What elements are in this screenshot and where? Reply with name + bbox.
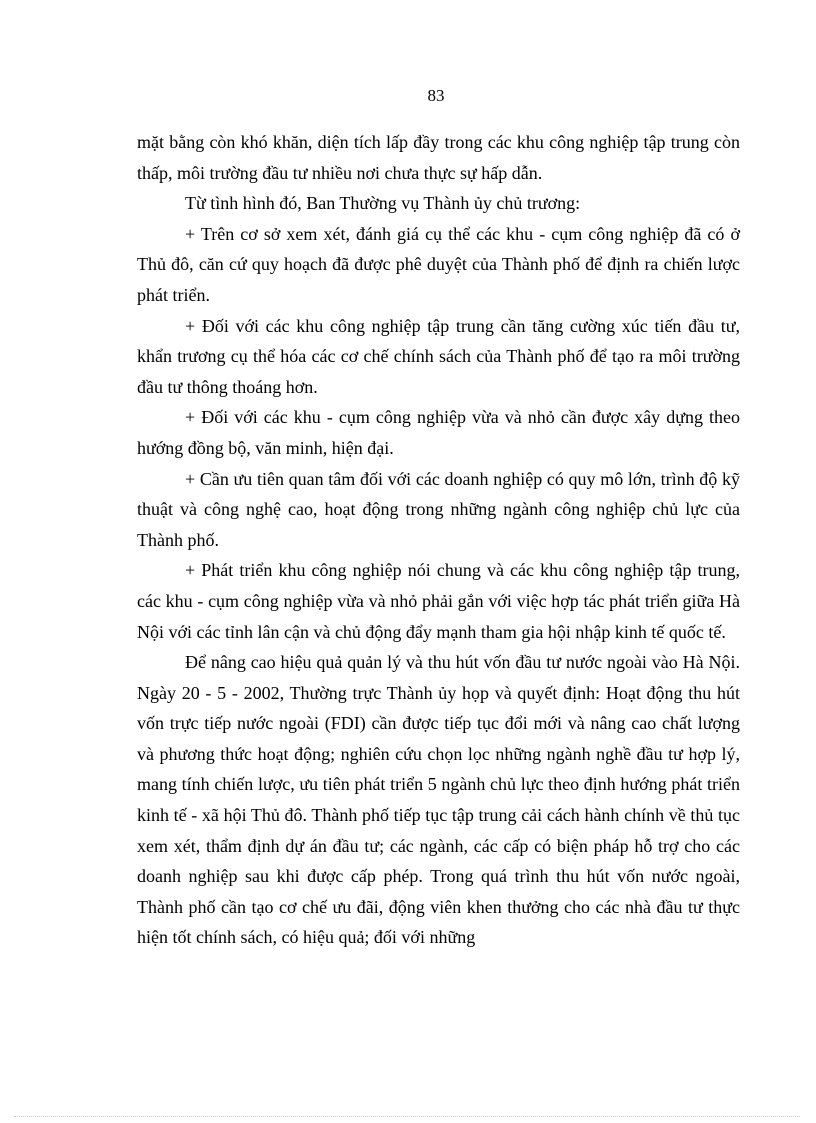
- paragraph-item-2: + Đối với các khu công nghiệp tập trung cần tăng cường xúc tiến đầu tư, khẩn trương cụ thể hóa các cơ chế chính sách của Thành phố để tạo ra môi trường đầu tư thông thoáng hơn.: [137, 315, 740, 397]
- paragraph-item-4: + Cần ưu tiên quan tâm đối với các doanh nghiệp có quy mô lớn, trình độ kỹ thuật và công nghệ cao, hoạt động trong những ngành công nghiệp chủ lực của Thành phố.: [137, 468, 740, 550]
- page-bottom-border: [14, 1116, 800, 1117]
- paragraph-item-1: + Trên cơ sở xem xét, đánh giá cụ thể các khu - cụm công nghiệp đã có ở Thủ đô, căn cứ quy hoạch đã được phê duyệt của Thành phố để định ra chiến lược phát triển.: [137, 223, 740, 305]
- paragraph-item-3: + Đối với các khu - cụm công nghiệp vừa và nhỏ cần được xây dựng theo hướng đồng bộ, văn minh, hiện đại.: [137, 407, 740, 458]
- paragraph-fdi: Để nâng cao hiệu quả quản lý và thu hút vốn đầu tư nước ngoài vào Hà Nội. Ngày 20 - 5 - 2002, Thường trực Thành ủy họp và quyết định: Hoạt động thu hút vốn trực tiếp nước ngoài (FDI) cần được tiếp tục đổi mới và nâng cao chất lượng và phương thức hoạt động; nghiên cứu chọn lọc những ngành nghề đầu tư hợp lý, mang tính chiến lược, ưu tiên phát triển 5 ngành chủ lực theo định hướng phát triển kinh tế - xã hội Thủ đô. Thành phố tiếp tục tập trung cải cách hành chính về thủ tục xem xét, thẩm định dự án đầu tư; các ngành, các cấp có biện pháp hỗ trợ cho các doanh nghiệp sau khi được cấp phép. Trong quá trình thu hút vốn nước ngoài, Thành phố cần tạo cơ chế ưu đãi, động viên khen thưởng cho các nhà đầu tư thực hiện tốt chính sách, có hiệu quả; đối với những: [137, 652, 740, 948]
- paragraph-intro: Từ tình hình đó, Ban Thường vụ Thành ủy chủ trương:: [185, 193, 581, 214]
- page-number: 83: [427, 86, 445, 105]
- body-text: [137, 127, 740, 953]
- paragraph-continuation: mặt bằng còn khó khăn, diện tích lấp đầy trong các khu công nghiệp tập trung còn thấp, môi trường đầu tư nhiều nơi chưa thực sự hấp dẫn.: [137, 132, 740, 183]
- paragraph-item-5: + Phát triển khu công nghiệp nói chung và các khu công nghiệp tập trung, các khu - cụm công nghiệp vừa và nhỏ phải gắn với việc hợp tác phát triển giữa Hà Nội với các tỉnh lân cận và chủ động đẩy mạnh tham gia hội nhập kinh tế quốc tế.: [137, 560, 740, 642]
